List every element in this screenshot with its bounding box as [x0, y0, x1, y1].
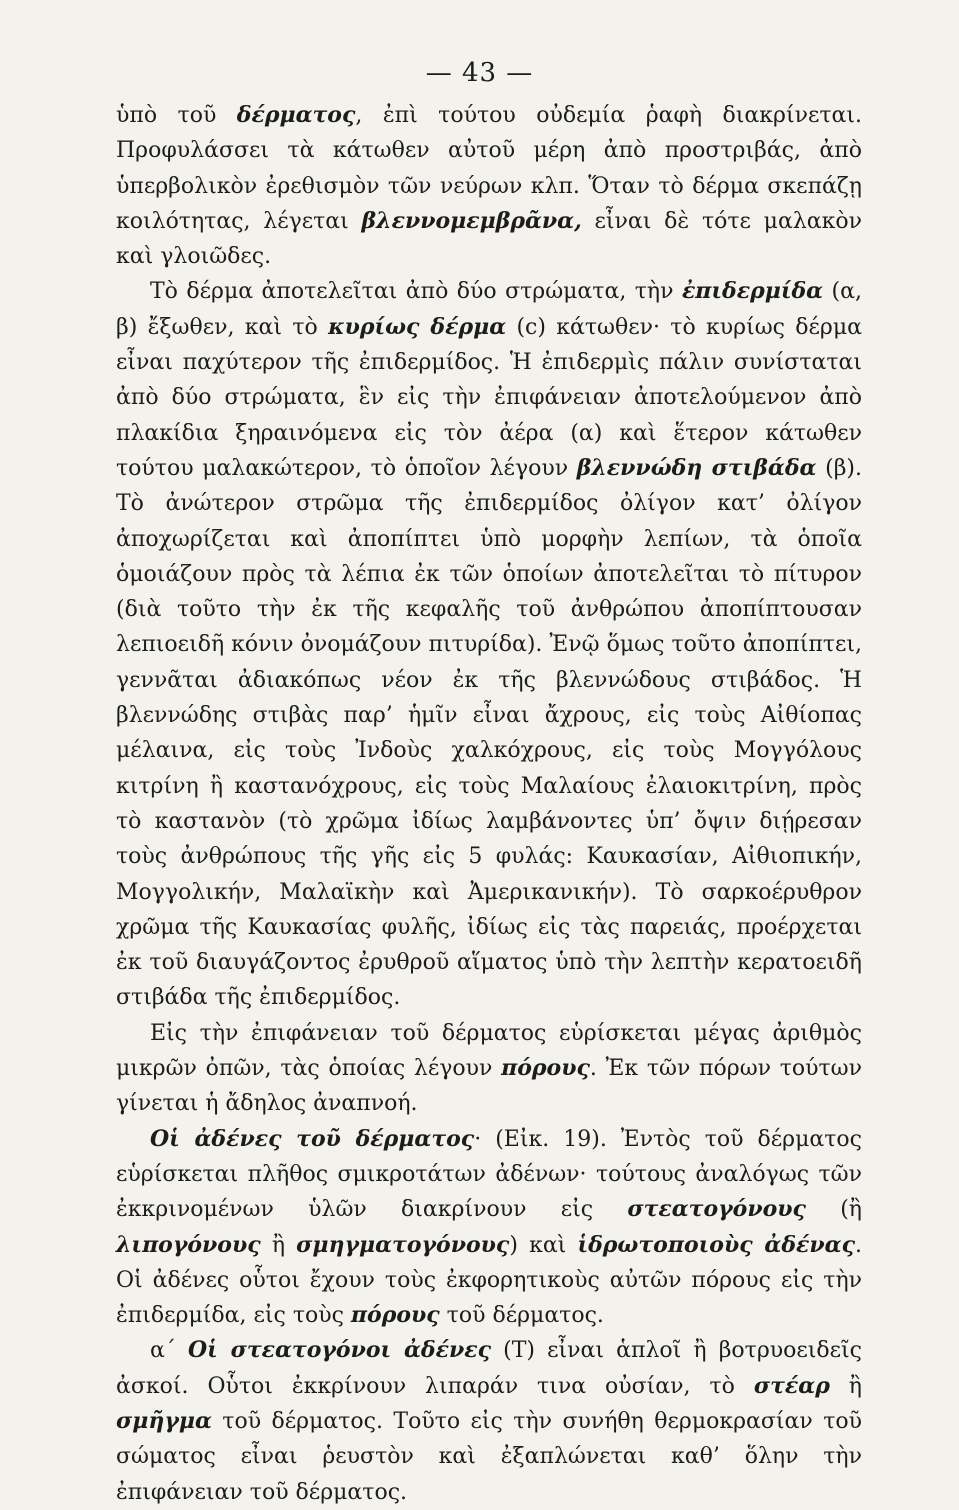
text-run: (Τ) εἶναι ἁπλοῖ ἢ βοτρυοειδεῖς ἀσκοί. Οὗτοι ἐκκρίνουν λιπαράν τινα οὐσίαν, τὸ — [116, 1338, 863, 1399]
text-run: Τὸ δέρμα ἀποτελεῖται ἀπὸ δύο στρώματα, τὴν — [150, 279, 682, 305]
emphasized-term: κυρίως δέρμα — [328, 313, 507, 340]
text-run: ἢ — [260, 1232, 297, 1258]
body-text — [116, 98, 862, 1510]
emphasized-term: στέαρ — [753, 1372, 830, 1399]
text-run: ἢ — [829, 1373, 862, 1399]
emphasized-term: σμῆγμα — [116, 1407, 212, 1434]
text-run: (c) κάτωθεν· τὸ κυρίως δέρμα εἶναι παχύτερον τῆς ἐπιδερμίδος. Ἡ ἐπιδερμὶς πάλιν συνίσταται ἀπὸ δύο στρώματα, ἓν εἰς τὴν ἐπιφάνειαν ἀποτελούμενον ἀπὸ πλακίδια ξηραινόμενα εἰς τὸν ἀέρα (α) καὶ ἕτερον κάτωθεν τούτου μαλακώτερον, τὸ ὁποῖον λέγουν — [116, 314, 862, 481]
paragraph — [116, 1016, 862, 1122]
emphasized-term: δέρματος — [236, 102, 356, 128]
text-run: εἶναι δὲ τότε μαλακὸν καὶ γλοιῶδες. — [116, 208, 862, 270]
text-run: ) καὶ — [509, 1232, 578, 1258]
emphasized-term: βλεννώδη στιβάδα — [576, 454, 817, 481]
page-number: — 43 — — [425, 58, 534, 88]
text-run: (α, β) ἔξωθεν, καὶ τὸ — [116, 279, 862, 340]
text-run: (ἢ — [805, 1197, 862, 1223]
paragraph — [116, 1333, 862, 1509]
emphasized-term: σμηγματογόνους — [296, 1231, 510, 1258]
emphasized-term: στεατογόνους — [627, 1196, 806, 1223]
emphasized-term: Οἱ στεατογόνοι ἀδένες — [188, 1337, 492, 1364]
text-run: (β). Τὸ ἀνώτερον στρῶμα τῆς ἐπιδερμίδος ὀλίγον κατ’ ὀλίγον ἀποχωρίζεται καὶ ἀποπίπτει ὑπὸ μορφὴν λεπίων, τὰ ὁποῖα ὁμοιάζουν πρὸς τὰ λέπια ἐκ τῶν ὁποίων ἀποτελεῖται τὸ πίτυρον (διὰ τοῦτο τὴν ἐκ τῆς κεφαλῆς τοῦ ἀνθρώπου ἀποπίπτουσαν λεπιοειδῆ κόνιν ὀνομάζουν πιτυρίδα). Ἐνῷ ὅμως τοῦτο ἀποπίπτει, γεννᾶται ἀδιακόπως νέον ἐκ τῆς βλεννώδους στιβάδος. Ἡ βλεννώδης στιβὰς παρ’ ἡμῖν εἶναι ἄχρους, εἰς τοὺς Αἰθίοπας μέλαινα, εἰς τοὺς Ἰνδοὺς χαλκόχρους, εἰς τοὺς Μογγόλους κιτρίνη ἢ καστανόχρους, εἰς τοὺς Μαλαίους ἐλαιοκιτρίνη, πρὸς τὸ καστανὸν (τὸ χρῶμα ἰδίως λαμβάνοντες ὑπ’ ὄψιν διῄρεσαν τοὺς ἀνθρώπους τῆς γῆς εἰς 5 φυλάς: Καυκασίαν, Αἰθιοπικήν, Μογγολικήν, Μαλαϊκὴν καὶ Ἀμερικανικήν). Τὸ σαρκοέρυθρον χρῶμα τῆς Καυκασίας φυλῆς, ἰδίως εἰς τὰς παρειάς, προέρχεται ἐκ τοῦ διαυγάζοντος ἐρυθροῦ αἵματος ὑπὸ τὴν λεπτὴν κερατοειδῆ στιβάδα τῆς ἐπιδερμίδος. — [116, 455, 862, 1011]
paragraph — [116, 98, 862, 274]
paragraph — [116, 1122, 862, 1334]
emphasized-term: ἐπιδερμίδα — [681, 278, 824, 305]
text-run: τοῦ δέρματος. — [439, 1303, 604, 1329]
text-run: Εἰς τὴν ἐπιφάνειαν τοῦ δέρματος εὑρίσκεται μέγας ἀριθμὸς μικρῶν ὀπῶν, τὰς ὁποίας λέγουν — [116, 1020, 862, 1082]
text-run: · (Εἰκ. 19). Ἐντὸς τοῦ δέρματος εὑρίσκεται πλῆθος σμικροτάτων ἀδένων· τούτους ἀναλόγως τῶν ἐκκρινομένων ὑλῶν διακρίνουν εἰς — [116, 1126, 862, 1223]
emphasized-term: βλεννομεμβρᾶνα, — [361, 207, 582, 234]
text-run: ὑπὸ τοῦ — [116, 103, 237, 128]
text-run: α´ — [150, 1338, 188, 1364]
text-run: τοῦ δέρματος. Τοῦτο εἰς τὴν συνήθη θερμοκρασίαν τοῦ σώματος εἶναι ῥευστὸν καὶ ἐξαπλώνεται καθ’ ὅλην τὴν ἐπιφάνειαν τοῦ δέρματος. — [116, 1408, 862, 1505]
text-run: . Ἐκ τῶν πόρων τούτων γίνεται ἡ ἄδηλος ἀναπνοή. — [116, 1056, 862, 1117]
emphasized-term: ἱδρωτοποιοὺς ἀδένας — [577, 1231, 855, 1258]
emphasized-term: πόρους — [501, 1055, 590, 1082]
emphasized-term: πόρους — [350, 1302, 440, 1329]
emphasized-term: λιπογόνους — [116, 1231, 261, 1258]
emphasized-term: Οἱ ἀδένες τοῦ δέρματος — [150, 1125, 475, 1152]
text-run: , ἐπὶ τούτου οὐδεμία ῥαφὴ διακρίνεται. Προφυλάσσει τὰ κάτωθεν αὐτοῦ μέρη ἀπὸ προστριβάς, ἀπὸ ὑπερβολικὸν ἐρεθισμὸν τῶν νεύρων κλπ. Ὅταν τὸ δέρμα σκεπάζῃ κοιλότητας, λέγεται — [116, 103, 862, 234]
paragraph — [116, 274, 862, 1015]
text-run: . Οἱ ἀδένες οὗτοι ἔχουν τοὺς ἐκφορητικοὺς αὐτῶν πόρους εἰς τὴν ἐπιδερμίδα, εἰς τοὺς — [116, 1232, 862, 1329]
